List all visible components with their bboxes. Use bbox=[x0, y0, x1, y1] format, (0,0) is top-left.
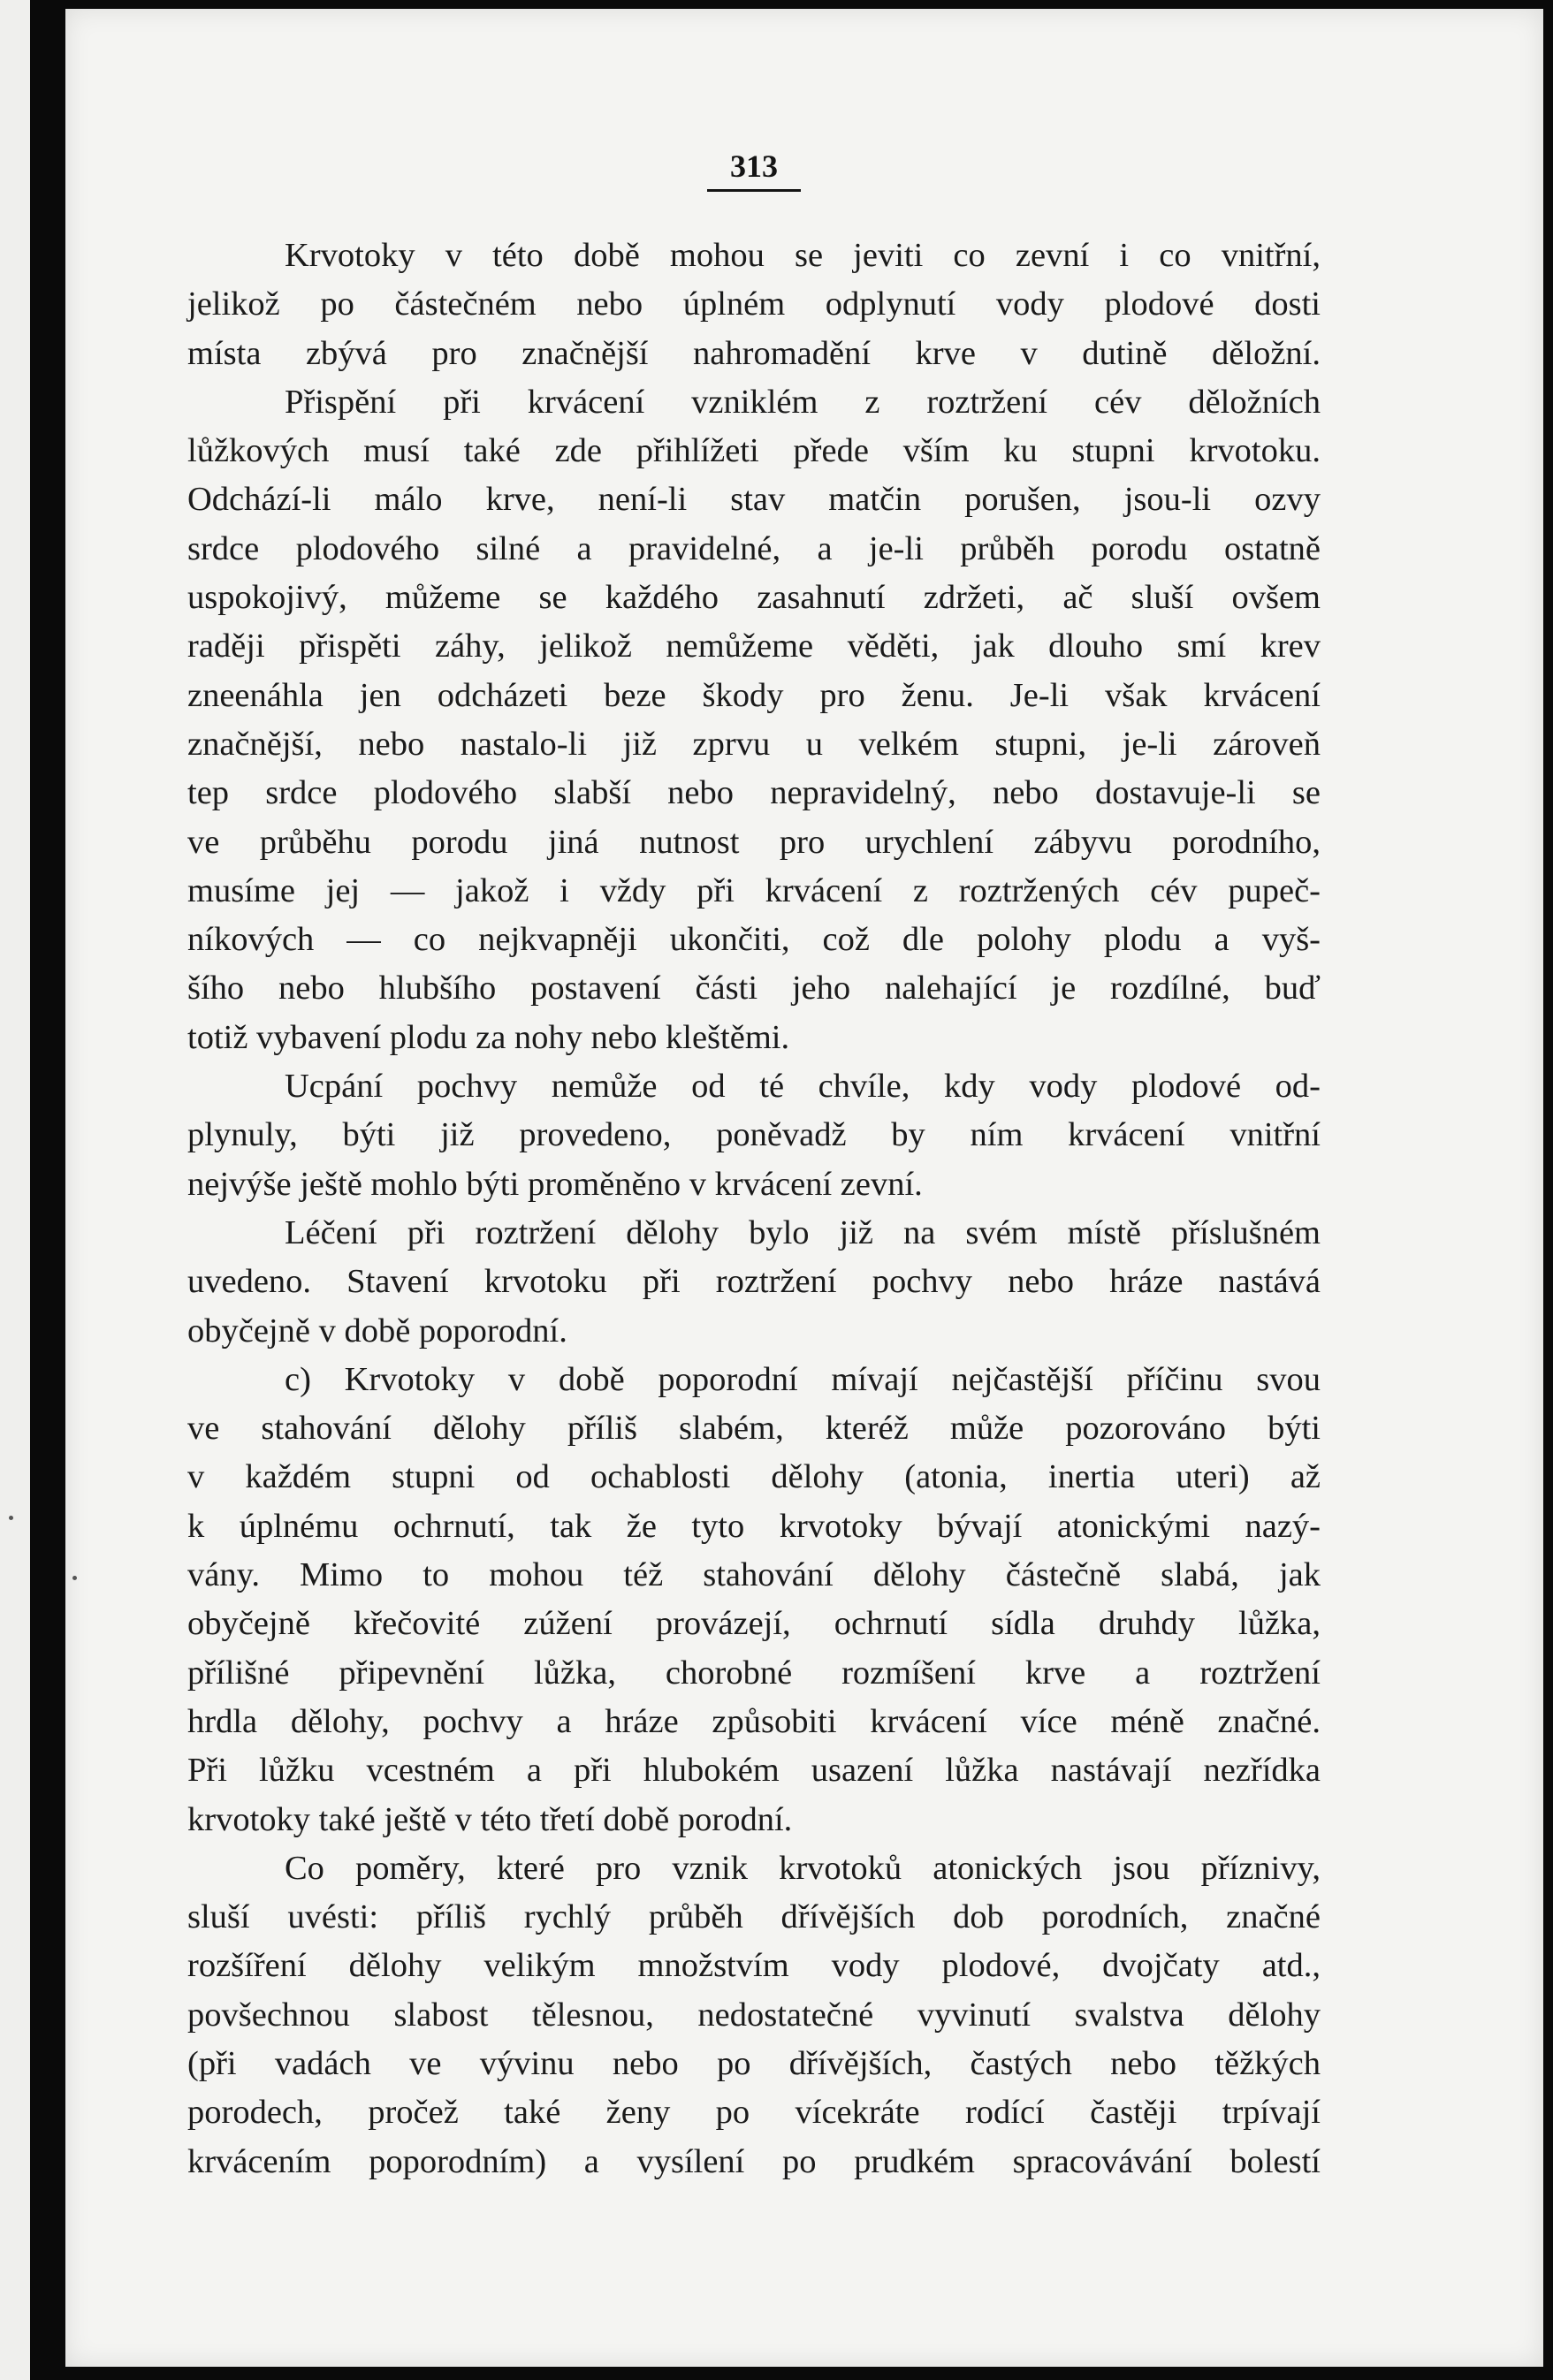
text-line: porodech, pročež také ženy po vícekráte rodící častěji trpívají bbox=[187, 2094, 1321, 2132]
text-line: srdce plodového silné a pravidelné, a je-li průběh porodu ostatně bbox=[187, 529, 1321, 567]
text-line: značnější, nebo nastalo-li již zprvu u velkém stupni, je-li zároveň bbox=[187, 725, 1321, 763]
text-line: obyčejně v době poporodní. bbox=[187, 1312, 567, 1350]
margin-mark bbox=[72, 1576, 77, 1580]
text-line: Při lůžku vcestném a při hlubokém usazení lůžka nastávají nezřídka bbox=[187, 1752, 1321, 1790]
margin-mark bbox=[9, 1516, 13, 1520]
text-line: plynuly, býti již provedeno, poněvadž by ním krvácení vnitřní bbox=[187, 1116, 1321, 1154]
text-line: c) Krvotoky v době poporodní mívají nejčastější příčinu svou bbox=[285, 1360, 1321, 1398]
text-line: musíme jej — jakož i vždy při krvácení z roztržených cév pupeč- bbox=[187, 871, 1321, 909]
text-line: nejvýše ještě mohlo býti proměněno v krvácení zevní. bbox=[187, 1165, 923, 1203]
text-line: Přispění při krvácení vzniklém z roztržení cév děložních bbox=[285, 383, 1321, 421]
text-line: hrdla dělohy, pochvy a hráze způsobiti krvácení více méně značné. bbox=[187, 1702, 1321, 1740]
page-number: 313 bbox=[707, 147, 801, 192]
text-line: přílišné připevnění lůžka, chorobné rozmíšení krve a roztržení bbox=[187, 1654, 1321, 1692]
text-line: jelikož po částečném nebo úplném odplynutí vody plodové dosti bbox=[187, 285, 1321, 323]
text-line: Odchází-li málo krve, není-li stav matčin porušen, jsou-li ozvy bbox=[187, 481, 1321, 519]
text-line: krvotoky také ještě v této třetí době porodní. bbox=[187, 1800, 793, 1838]
text-line: místa zbývá pro značnější nahromadění krve v dutině děložní. bbox=[187, 334, 1321, 372]
text-line: ve průběhu porodu jiná nutnost pro urychlení zábyvu porodního, bbox=[187, 823, 1321, 861]
text-line: zneenáhla jen odcházeti beze škody pro ženu. Je-li však krvácení bbox=[187, 676, 1321, 714]
text-line: povšechnou slabost tělesnou, nedostatečné vyvinutí svalstva dělohy bbox=[187, 1996, 1321, 2034]
text-line: lůžkových musí také zde přihlížeti přede vším ku stupni krvotoku. bbox=[187, 432, 1321, 470]
text-line: Co poměry, které pro vznik krvotoků atonických jsou příznivy, bbox=[285, 1849, 1321, 1887]
text-line: šího nebo hlubšího postavení části jeho nalehající je rozdílné, buď bbox=[187, 969, 1321, 1008]
text-line: krvácením poporodním) a vysílení po prudkém spracovávání bolestí bbox=[187, 2142, 1321, 2180]
text-line: raději přispěti záhy, jelikož nemůžeme věděti, jak dlouho smí krev bbox=[187, 627, 1321, 665]
text-line: sluší uvésti: příliš rychlý průběh dřívějších dob porodních, značné bbox=[187, 1898, 1321, 1936]
text-line: Léčení při roztržení dělohy bylo již na svém místě příslušném bbox=[285, 1213, 1321, 1251]
text-line: níkových — co nejkvapněji ukončiti, což dle polohy plodu a vyš- bbox=[187, 921, 1321, 959]
text-line: (při vadách ve vývinu nebo po dřívějších, častých nebo těžkých bbox=[187, 2044, 1321, 2082]
text-line: Ucpání pochvy nemůže od té chvíle, kdy vody plodové od- bbox=[285, 1068, 1321, 1106]
text-line: v každém stupni od ochablosti dělohy (atonia, inertia uteri) až bbox=[187, 1458, 1321, 1496]
text-line: uspokojivý, můžeme se každého zasahnutí zdržeti, ač sluší ovšem bbox=[187, 579, 1321, 617]
text-line: uvedeno. Stavení krvotoku při roztržení pochvy nebo hráze nastává bbox=[187, 1263, 1321, 1301]
text-line: rozšíření dělohy velikým množstvím vody plodové, dvojčaty atd., bbox=[187, 1947, 1321, 1985]
text-line: k úplnému ochrnutí, tak že tyto krvotoky bývají atonickými nazý- bbox=[187, 1507, 1321, 1545]
adjacent-page-edge bbox=[0, 0, 30, 2380]
body-text bbox=[187, 232, 1321, 2186]
text-line: obyčejně křečovité zúžení provázejí, ochrnutí sídla druhdy lůžka, bbox=[187, 1605, 1321, 1643]
text-line: tep srdce plodového slabší nebo nepravidelný, nebo dostavuje-li se bbox=[187, 774, 1321, 812]
text-line: ve stahování dělohy příliš slabém, kteréž může pozorováno býti bbox=[187, 1410, 1321, 1448]
text-line: totiž vybavení plodu za nohy nebo kleštěmi. bbox=[187, 1018, 790, 1056]
text-line: vány. Mimo to mohou též stahování dělohy částečně slabá, jak bbox=[187, 1556, 1321, 1594]
text-line: Krvotoky v této době mohou se jeviti co zevní i co vnitřní, bbox=[285, 237, 1321, 274]
